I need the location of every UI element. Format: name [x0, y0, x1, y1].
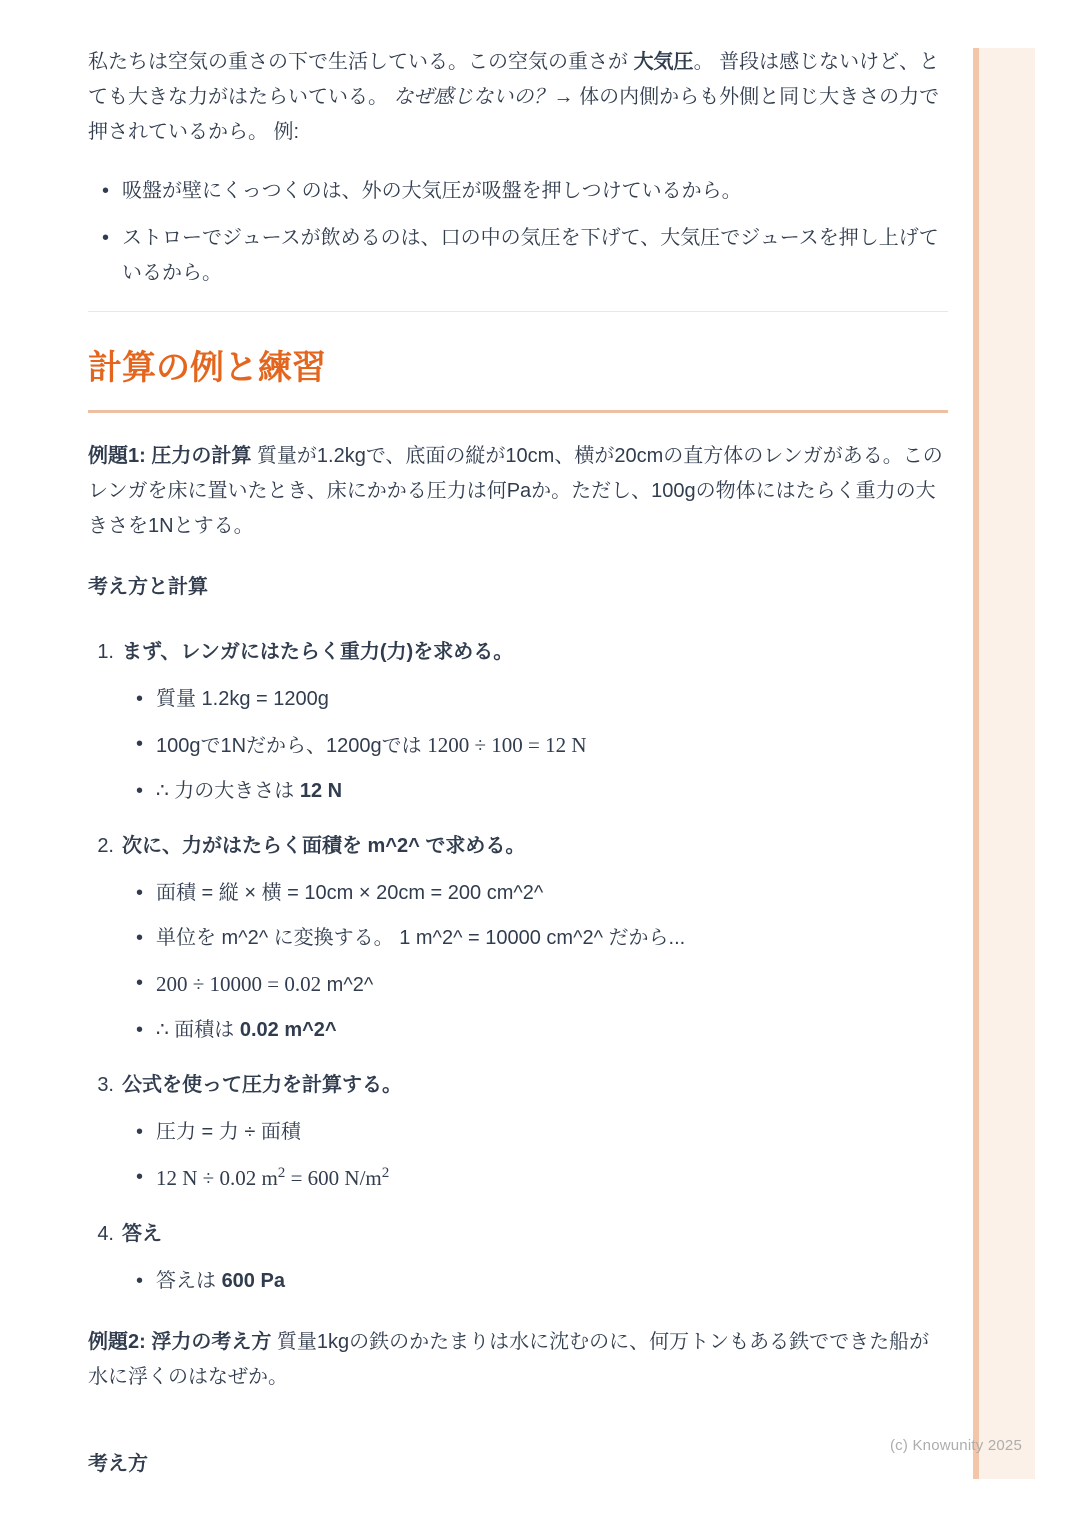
section-heading: 計算の例と練習	[88, 346, 948, 413]
list-item	[88, 221, 948, 291]
list-item	[88, 174, 948, 209]
list-item	[122, 876, 948, 911]
step-4-details	[122, 1264, 948, 1299]
step-number: 4.	[97, 1223, 114, 1246]
math-superscript: 2	[277, 1165, 286, 1182]
list-item	[122, 1013, 948, 1048]
page-edge-decoration	[973, 48, 1035, 1479]
list-item-text: 100gで1Nだから、1200gでは	[156, 735, 428, 758]
list-item-text: 圧力 = 力 ÷ 面積	[156, 1121, 301, 1144]
result-value: 12 N	[299, 780, 343, 803]
list-item-text: m^2^	[321, 974, 374, 997]
intro-text: 私たちは空気の重さの下で生活している。この空気の重さが	[88, 51, 634, 73]
example1-subheading: 考え方と計算	[88, 576, 208, 599]
list-item-text: ∴ 面積は	[156, 1019, 240, 1042]
list-item	[122, 727, 948, 764]
step-title: 答え	[122, 1223, 162, 1246]
atmospheric-pressure-examples-list	[88, 174, 948, 291]
intro-text: 体の内側からも外側と同じ大きさの力で押されているから。 例:	[88, 86, 940, 143]
step-4	[88, 1217, 948, 1299]
example1-label: 例題1: 圧力の計算	[88, 445, 252, 468]
math-text: 12 N ÷ 0.02 m	[156, 1166, 278, 1191]
keyword-taikiatsu: 大気圧	[633, 51, 694, 73]
intro-paragraph	[88, 45, 948, 150]
list-item	[122, 966, 948, 1003]
intro-question-italic: なぜ感じないの？→	[393, 86, 574, 108]
step-number: 3.	[97, 1074, 114, 1097]
example2-paragraph	[88, 1325, 948, 1395]
math-text: = 600 N/m	[285, 1166, 382, 1191]
step-title: 公式を使って圧力を計算する。	[122, 1074, 402, 1097]
inline-math: 1200 ÷ 100 = 12 N	[427, 733, 587, 758]
list-item	[122, 774, 948, 809]
list-item-text: ストローでジュースが飲めるのは、口の中の気圧を下げて、大気圧でジュースを押し上げているから。	[122, 227, 939, 284]
example1-body: 質量が1.2kgで、底面の縦が10cm、横が20cmの直方体のレンガがある。このレンガを床に置いたとき、床にかかる圧力は何Paか。ただし、100gの物体にはたらく重力の大きさを1Nとする。	[88, 445, 943, 538]
list-item	[122, 1264, 948, 1299]
list-item	[122, 1115, 948, 1150]
section-divider	[88, 311, 948, 312]
list-item	[122, 921, 948, 956]
list-item-text: 面積 = 縦 × 横 = 10cm × 20cm = 200 cm^2^	[156, 882, 544, 905]
step-1-details	[122, 682, 948, 809]
list-item	[122, 682, 948, 717]
step-3	[88, 1068, 948, 1197]
step-2	[88, 829, 948, 1048]
step-title: 次に、力がはたらく面積を m^2^ で求める。	[122, 835, 526, 858]
note-content	[88, 45, 948, 1506]
list-item	[122, 1160, 948, 1197]
result-value: 600 Pa	[221, 1270, 285, 1293]
step-1	[88, 635, 948, 809]
example2-label: 例題2: 浮力の考え方	[88, 1331, 272, 1354]
example2-body: 質量1kgの鉄のかたまりは水に沈むのに、何万トンもある鉄でできた船が水に浮くのはなぜか。	[88, 1331, 930, 1389]
list-item-text: 単位を m^2^ に変換する。 1 m^2^ = 10000 cm^2^ だから...	[156, 927, 686, 950]
list-item-text: ∴ 力の大きさは	[156, 780, 300, 803]
example1-paragraph	[88, 439, 948, 544]
solution-steps-list	[88, 635, 948, 1299]
example2-subheading: 考え方	[88, 1453, 148, 1476]
step-2-details	[122, 876, 948, 1048]
list-item-text: 答えは	[156, 1270, 222, 1293]
copyright-watermark: (c) Knowunity 2025	[889, 1437, 1022, 1454]
list-item-text: 質量 1.2kg = 1200g	[156, 688, 329, 711]
intro-text: 。 普段は感じないけど、とても大きな力がはたらいている。	[88, 51, 940, 108]
step-number: 1.	[97, 641, 114, 664]
inline-math: 200 ÷ 10000 = 0.02	[156, 972, 322, 997]
math-superscript: 2	[381, 1165, 390, 1182]
inline-math	[156, 1166, 389, 1190]
step-3-details	[122, 1115, 948, 1197]
result-value: 0.02 m^2^	[239, 1019, 337, 1042]
step-title: まず、レンガにはたらく重力(力)を求める。	[122, 641, 514, 664]
step-number: 2.	[97, 835, 114, 858]
list-item-text: 吸盤が壁にくっつくのは、外の大気圧が吸盤を押しつけているから。	[122, 180, 742, 202]
